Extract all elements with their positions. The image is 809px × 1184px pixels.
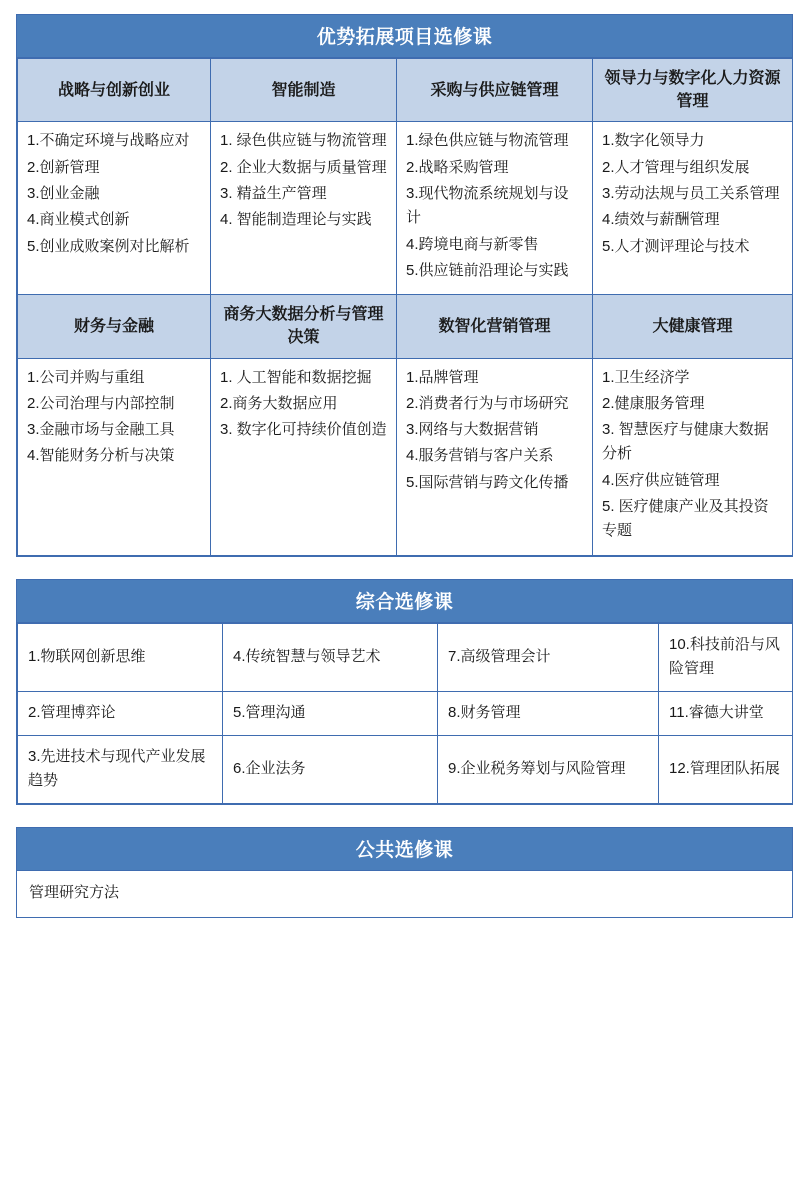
list-item: 3.创业金融	[27, 184, 100, 202]
column-header-smart-manufacturing: 智能制造	[211, 59, 397, 122]
list-item: 2.人才管理与组织发展	[602, 158, 750, 176]
list-item: 3.劳动法规与员工关系管理	[602, 184, 780, 202]
column-header-finance: 财务与金融	[18, 295, 211, 358]
course-cell-leadership-hr	[593, 122, 793, 295]
course-cell: 1.物联网创新思维	[18, 623, 223, 691]
course-cell-digital-marketing	[397, 358, 593, 555]
list-item: 管理研究方法	[29, 883, 120, 901]
course-cell: 6.企业法务	[223, 735, 438, 803]
course-cell: 12.管理团队拓展	[659, 735, 793, 803]
table-row	[18, 691, 793, 735]
list-item: 2.战略采购管理	[406, 158, 509, 176]
table-row-header-2	[18, 295, 793, 358]
list-item: 4. 智能制造理论与实践	[220, 211, 372, 229]
list-item: 4.医疗供应链管理	[602, 471, 720, 489]
course-cell: 5.管理沟通	[223, 691, 438, 735]
table-row	[18, 623, 793, 691]
list-item: 2.创新管理	[27, 158, 100, 176]
column-header-bigdata-analytics: 商务大数据分析与管理决策	[211, 295, 397, 358]
section-title-public: 公共选修课	[17, 828, 792, 871]
column-header-leadership-hr: 领导力与数字化人力资源管理	[593, 59, 793, 122]
column-header-procurement-supplychain: 采购与供应链管理	[397, 59, 593, 122]
course-cell: 2.管理博弈论	[18, 691, 223, 735]
list-item: 1.卫生经济学	[602, 368, 690, 386]
course-cell-strategy	[18, 122, 211, 295]
public-elective-list	[17, 871, 792, 918]
list-item: 3. 精益生产管理	[220, 184, 327, 202]
list-item: 1.不确定环境与战略应对	[27, 132, 190, 150]
course-cell: 9.企业税务筹划与风险管理	[438, 735, 659, 803]
table-row-header-1	[18, 59, 793, 122]
table-row-courses-2	[18, 358, 793, 555]
course-cell-procurement-supplychain	[397, 122, 593, 295]
list-item: 2.消费者行为与市场研究	[406, 394, 569, 412]
list-item: 1. 人工智能和数据挖掘	[220, 368, 372, 386]
table-row	[18, 735, 793, 803]
course-cell: 8.财务管理	[438, 691, 659, 735]
section-comprehensive-electives	[16, 579, 793, 805]
list-item: 2.商务大数据应用	[220, 394, 338, 412]
list-item: 1.公司并购与重组	[27, 368, 145, 386]
list-item: 3. 数字化可持续价值创造	[220, 421, 387, 439]
course-cell-finance	[18, 358, 211, 555]
list-item: 4.跨境电商与新零售	[406, 235, 539, 253]
course-cell: 4.传统智慧与领导艺术	[223, 623, 438, 691]
list-item: 2. 企业大数据与质量管理	[220, 158, 387, 176]
course-cell-health-management	[593, 358, 793, 555]
course-cell-smart-manufacturing	[211, 122, 397, 295]
course-cell-bigdata-analytics	[211, 358, 397, 555]
list-item: 4.绩效与薪酬管理	[602, 211, 720, 229]
list-item: 3.现代物流系统规划与设计	[406, 184, 569, 227]
list-item: 2.健康服务管理	[602, 394, 705, 412]
section-title-comprehensive: 综合选修课	[17, 580, 792, 623]
list-item: 5.创业成败案例对比解析	[27, 237, 190, 255]
list-item: 5.国际营销与跨文化传播	[406, 473, 569, 491]
list-item: 4.商业模式创新	[27, 211, 130, 229]
course-cell: 10.科技前沿与风险管理	[659, 623, 793, 691]
column-header-strategy: 战略与创新创业	[18, 59, 211, 122]
advanced-electives-table	[17, 58, 793, 556]
section-title-advanced: 优势拓展项目选修课	[17, 15, 792, 58]
column-header-health-management: 大健康管理	[593, 295, 793, 358]
section-public-electives	[16, 827, 793, 919]
table-row-courses-1	[18, 122, 793, 295]
list-item: 4.服务营销与客户关系	[406, 447, 554, 465]
list-item: 2.公司治理与内部控制	[27, 394, 175, 412]
list-item: 4.智能财务分析与决策	[27, 447, 175, 465]
list-item: 1.品牌管理	[406, 368, 479, 386]
list-item: 3.网络与大数据营销	[406, 421, 539, 439]
section-advanced-electives	[16, 14, 793, 557]
list-item: 5.供应链前沿理论与实践	[406, 261, 569, 279]
list-item: 1.绿色供应链与物流管理	[406, 132, 569, 150]
list-item: 5. 医疗健康产业及其投资专题	[602, 498, 769, 540]
list-item: 5.人才测评理论与技术	[602, 237, 750, 255]
list-item: 1. 绿色供应链与物流管理	[220, 132, 387, 150]
course-cell: 7.高级管理会计	[438, 623, 659, 691]
list-item: 1.数字化领导力	[602, 132, 705, 150]
course-cell: 11.睿德大讲堂	[659, 691, 793, 735]
column-header-digital-marketing: 数智化营销管理	[397, 295, 593, 358]
course-cell: 3.先进技术与现代产业发展趋势	[18, 735, 223, 803]
list-item: 3.金融市场与金融工具	[27, 421, 175, 439]
comprehensive-electives-table	[17, 623, 793, 804]
list-item: 3. 智慧医疗与健康大数据分析	[602, 421, 769, 463]
